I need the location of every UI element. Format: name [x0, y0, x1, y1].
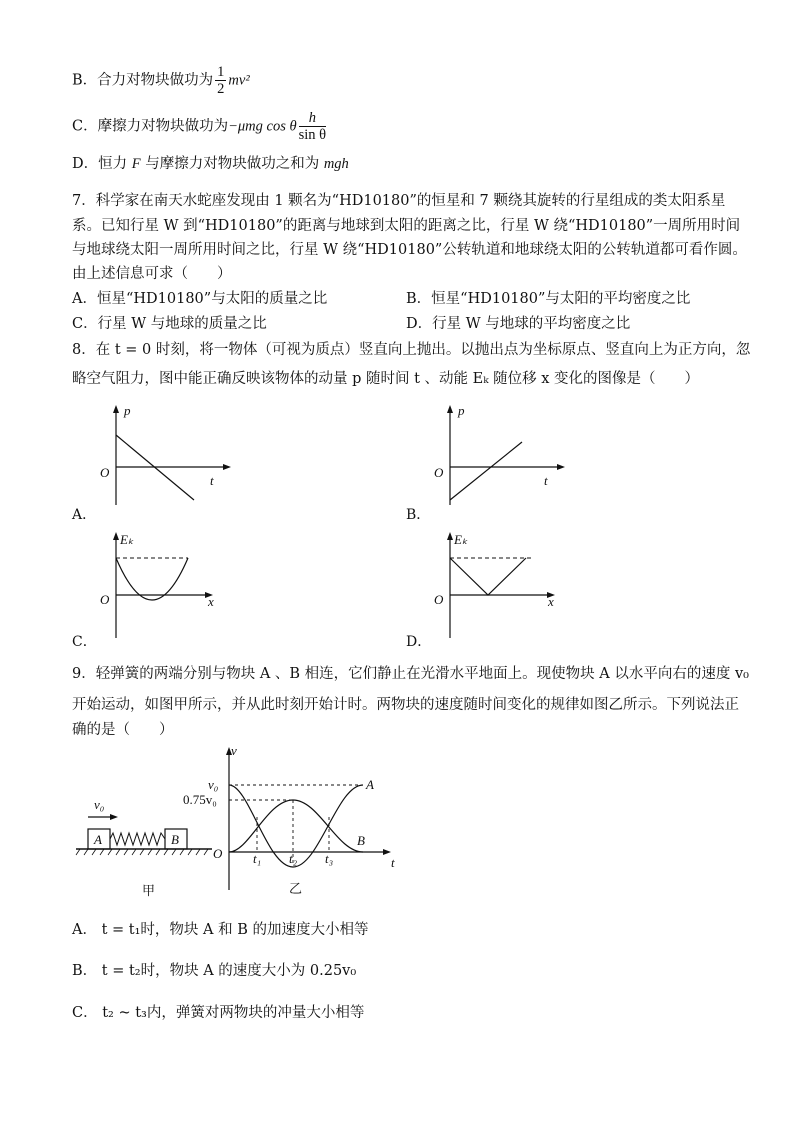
graph-b-y-label: p [458, 403, 465, 418]
fraction-h-sin [299, 110, 327, 143]
q7-line-1: 7．科学家在南天水蛇座发现由 1 颗名为“HD10180”的恒星和 7 颗绕其旋转的行星组成的类太阳系星 [72, 193, 726, 209]
q6-option-b-suffix: mv² [228, 72, 250, 89]
q8-graph-b-label: B． [406, 507, 431, 523]
q6-option-c [72, 110, 328, 143]
graph-d-x-label: x [548, 594, 554, 609]
q8-graph-c-label: C． [72, 634, 97, 650]
q6-option-b-prefix: B．合力对物块做功为 [72, 72, 214, 89]
q8-graph-c [96, 532, 236, 642]
q8-graph-d [430, 532, 570, 642]
q6-option-d-mgh: mgh [323, 156, 349, 172]
graph-b-x-label: t [544, 473, 548, 488]
graph-a-y-label: p [124, 403, 131, 418]
graph-c-y-label: Eₖ [120, 532, 134, 547]
q6-option-d-text1: D．恒力 [72, 156, 132, 172]
q8-line-1: 8．在 t = 0 时刻，将一物体（可视为质点）竖直向上抛出。以抛出点为坐标原点、竖直向上为正方向，忽 [72, 342, 751, 358]
q9-option-a: A． t = t₁时，物块 A 和 B 的加速度大小相等 [72, 922, 369, 938]
graph-a-origin: O [100, 465, 110, 480]
yi-v0-label: v₀ [208, 777, 219, 792]
yi-v075-label: 0.75v₀ [183, 792, 217, 807]
q9-option-c: C． t₂ ~ t₃内，弹簧对两物块的冲量大小相等 [72, 1005, 365, 1021]
q6-option-c-expr: −μmg cos θ [228, 118, 297, 135]
yi-v-axis: v [231, 743, 237, 758]
q7-option-c: C．行星 W 与地球的质量之比 [72, 316, 267, 332]
fraction-half [215, 64, 226, 97]
yi-t-axis: t [391, 855, 395, 870]
yi-curve-a: A [366, 777, 374, 792]
q9-line-1: 9．轻弹簧的两端分别与物块 A 、B 相连，它们静止在光滑水平地面上。现使物块 A 以水平向右的速度 v₀ [72, 666, 749, 682]
graph-d-y-label: Eₖ [454, 532, 468, 547]
graph-c-origin: O [100, 592, 110, 607]
q7-line-3: 与地球绕太阳一周所用时间之比，行星 W 绕“HD10180”公转轨道和地球绕太阳的公转轨道都可看作圆。 [72, 242, 747, 258]
q7-option-b: B．恒星“HD10180”与太阳的平均密度之比 [406, 291, 691, 307]
frac-num: 1 [217, 64, 225, 80]
yi-origin: O [213, 846, 223, 861]
q9-line-3: 确的是（ ） [72, 722, 174, 738]
yi-t1: t₁ [253, 851, 262, 866]
jia-block-a: A [94, 832, 102, 847]
q9-line-2: 开始运动，如图甲所示，并从此时刻开始计时。两物块的速度随时间变化的规律如图乙所示。下列说法正 [72, 697, 739, 713]
yi-t3: t₃ [325, 851, 334, 866]
graph-d-origin: O [434, 592, 444, 607]
yi-caption: 乙 [289, 882, 303, 897]
q7-option-a: A．恒星“HD10180”与太阳的质量之比 [72, 291, 328, 307]
q6-option-d-text2: 与摩擦力对物块做功之和为 [140, 156, 324, 172]
graph-b-origin: O [434, 465, 444, 480]
yi-curve-b: B [357, 833, 365, 848]
q6-option-c-prefix: C．摩擦力对物块做功为 [72, 118, 229, 135]
jia-block-b: B [171, 832, 179, 847]
graph-a-x-label: t [210, 473, 214, 488]
q7-line-4: 由上述信息可求（ ） [72, 266, 232, 282]
q6-option-b [72, 64, 250, 97]
q9-figure-jia [76, 795, 216, 900]
q8-graph-b [430, 405, 570, 515]
q6-option-d [72, 154, 349, 174]
jia-caption: 甲 [142, 884, 156, 899]
q8-graph-a-label: A． [72, 507, 97, 523]
yi-t2: t₂ [289, 851, 298, 866]
q8-line-2: 略空气阻力，图中能正确反映该物体的动量 p 随时间 t 、动能 Eₖ 随位移 x 变化的图像是（ ） [72, 371, 700, 387]
q6-option-d-f: F [131, 156, 141, 172]
frac-num: h [299, 110, 327, 127]
frac-den: 2 [217, 81, 225, 97]
q9-option-b: B． t = t₂时，物块 A 的速度大小为 0.25v₀ [72, 963, 357, 979]
jia-v0-label: v₀ [94, 797, 105, 812]
q7-line-2: 系。已知行星 W 到“HD10180”的距离与地球到太阳的距离之比，行星 W 绕“HD10180”一周所用时间 [72, 218, 741, 234]
graph-c-x-label: x [208, 594, 214, 609]
q8-graph-a [96, 405, 236, 515]
frac-den: sin θ [298, 127, 327, 143]
q7-option-d: D．行星 W 与地球的平均密度之比 [406, 316, 631, 332]
q8-graph-d-label: D． [406, 634, 432, 650]
q9-figure-yi [183, 743, 405, 897]
